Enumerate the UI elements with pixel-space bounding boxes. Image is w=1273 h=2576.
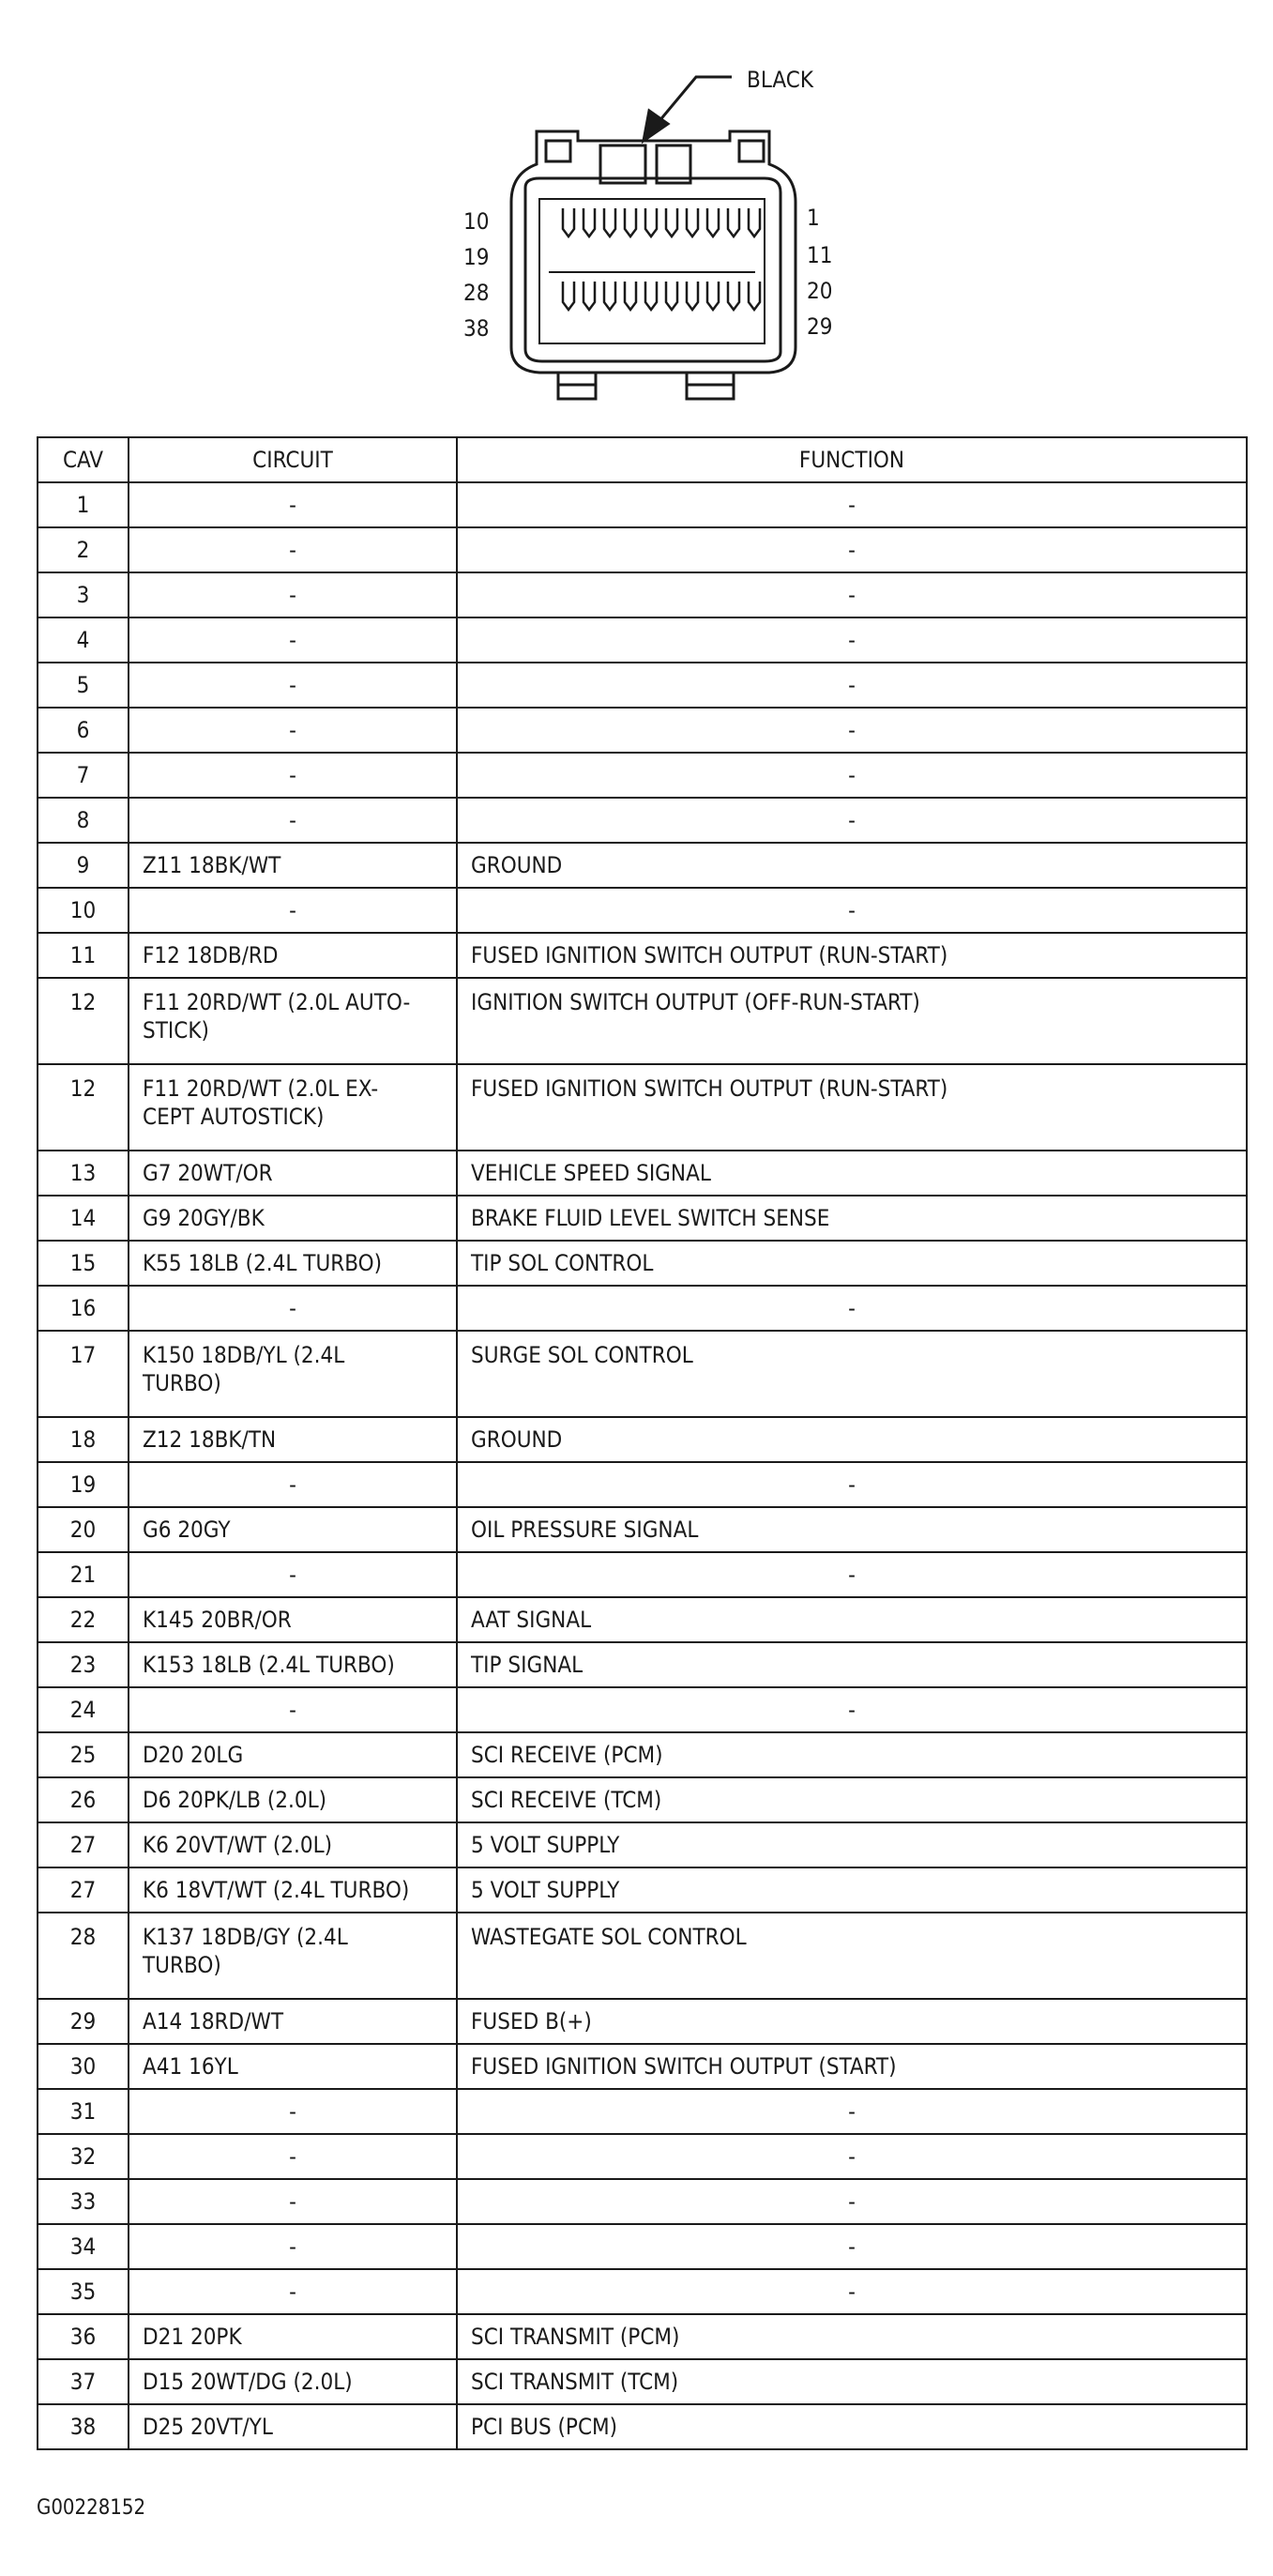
cav-cell: 26 (38, 1777, 129, 1822)
table-row (38, 1151, 1247, 1196)
table-row (38, 527, 1247, 572)
circuit-cell: A41 16YL (129, 2044, 457, 2089)
table-row (38, 1064, 1247, 1151)
function-cell: 5 VOLT SUPPLY (457, 1867, 1247, 1913)
circuit-cell: - (129, 1286, 457, 1331)
cav-cell: 21 (38, 1552, 129, 1597)
circuit-cell: - (129, 527, 457, 572)
cav-cell: 15 (38, 1241, 129, 1286)
terminal-pin (666, 208, 677, 236)
cavity-number-row2-left: 19 (463, 244, 490, 270)
circuit-cell: D6 20PK/LB (2.0L) (129, 1777, 457, 1822)
terminal-pin (625, 282, 636, 310)
cav-cell: 34 (38, 2224, 129, 2269)
table-row (38, 2314, 1247, 2359)
cav-cell: 16 (38, 1286, 129, 1331)
table-row (38, 1687, 1247, 1732)
table-row (38, 978, 1247, 1064)
circuit-cell: K6 20VT/WT (2.0L) (129, 1822, 457, 1867)
cav-cell: 3 (38, 572, 129, 617)
table-row (38, 617, 1247, 663)
table-row (38, 1732, 1247, 1777)
table-row (38, 1462, 1247, 1507)
cav-cell: 32 (38, 2134, 129, 2179)
terminal-pin (563, 282, 574, 310)
cav-cell: 37 (38, 2359, 129, 2404)
circuit-cell: - (129, 482, 457, 527)
cav-cell: 13 (38, 1151, 129, 1196)
circuit-cell: - (129, 1687, 457, 1732)
column-header-function: FUNCTION (457, 437, 1247, 482)
table-row (38, 1286, 1247, 1331)
function-cell: AAT SIGNAL (457, 1597, 1247, 1642)
function-cell: BRAKE FLUID LEVEL SWITCH SENSE (457, 1196, 1247, 1241)
terminal-pin (749, 282, 760, 310)
terminal-pin (707, 208, 719, 236)
cav-cell: 11 (38, 933, 129, 978)
function-cell: - (457, 1286, 1247, 1331)
column-header-cav: CAV (38, 437, 129, 482)
function-cell: WASTEGATE SOL CONTROL (457, 1913, 1247, 1999)
circuit-cell: D25 20VT/YL (129, 2404, 457, 2449)
cav-cell: 7 (38, 753, 129, 798)
function-cell: FUSED IGNITION SWITCH OUTPUT (START) (457, 2044, 1247, 2089)
function-cell: PCI BUS (PCM) (457, 2404, 1247, 2449)
circuit-cell: G9 20GY/BK (129, 1196, 457, 1241)
function-cell: SCI RECEIVE (TCM) (457, 1777, 1247, 1822)
cav-cell: 23 (38, 1642, 129, 1687)
cavity-number-row4-right: 29 (807, 313, 833, 340)
function-cell: FUSED IGNITION SWITCH OUTPUT (RUN-START) (457, 1064, 1247, 1151)
terminal-pin (728, 208, 739, 236)
cav-cell: 29 (38, 1999, 129, 2044)
table-row (38, 663, 1247, 708)
function-cell: - (457, 2179, 1247, 2224)
circuit-cell: K153 18LB (2.4L TURBO) (129, 1642, 457, 1687)
cavity-number-row4-left: 38 (463, 315, 490, 342)
table-row (38, 1331, 1247, 1417)
circuit-cell: D20 20LG (129, 1732, 457, 1777)
cav-cell: 8 (38, 798, 129, 843)
terminal-pin (645, 282, 657, 310)
circuit-cell: G7 20WT/OR (129, 1151, 457, 1196)
circuit-cell: D15 20WT/DG (2.0L) (129, 2359, 457, 2404)
cav-cell: 33 (38, 2179, 129, 2224)
table-row (38, 2179, 1247, 2224)
circuit-cell: G6 20GY (129, 1507, 457, 1552)
circuit-cell: F11 20RD/WT (2.0L EX- CEPT AUTOSTICK) (129, 1064, 457, 1151)
table-header-row (38, 437, 1247, 482)
function-cell: - (457, 572, 1247, 617)
cav-cell: 5 (38, 663, 129, 708)
table-row (38, 482, 1247, 527)
cav-cell: 18 (38, 1417, 129, 1462)
cav-cell: 35 (38, 2269, 129, 2314)
function-cell: TIP SOL CONTROL (457, 1241, 1247, 1286)
circuit-cell: F12 18DB/RD (129, 933, 457, 978)
circuit-cell: K145 20BR/OR (129, 1597, 457, 1642)
table-row (38, 2359, 1247, 2404)
circuit-cell: - (129, 2089, 457, 2134)
function-cell: - (457, 1462, 1247, 1507)
function-cell: - (457, 708, 1247, 753)
cav-cell: 1 (38, 482, 129, 527)
table-row (38, 2404, 1247, 2449)
terminal-pin (583, 282, 595, 310)
circuit-cell: - (129, 617, 457, 663)
table-row (38, 2269, 1247, 2314)
circuit-cell: Z11 18BK/WT (129, 843, 457, 888)
circuit-cell: - (129, 572, 457, 617)
table-row (38, 1196, 1247, 1241)
function-cell: GROUND (457, 843, 1247, 888)
function-cell: - (457, 2089, 1247, 2134)
circuit-cell: D21 20PK (129, 2314, 457, 2359)
cav-cell: 28 (38, 1913, 129, 1999)
terminal-pin (563, 208, 574, 236)
circuit-cell: - (129, 1462, 457, 1507)
cav-cell: 22 (38, 1597, 129, 1642)
function-cell: FUSED IGNITION SWITCH OUTPUT (RUN-START) (457, 933, 1247, 978)
function-cell: IGNITION SWITCH OUTPUT (OFF-RUN-START) (457, 978, 1247, 1064)
cav-cell: 12 (38, 1064, 129, 1151)
cav-cell: 6 (38, 708, 129, 753)
cav-cell: 10 (38, 888, 129, 933)
cav-cell: 31 (38, 2089, 129, 2134)
circuit-cell: K6 18VT/WT (2.4L TURBO) (129, 1867, 457, 1913)
function-cell: - (457, 527, 1247, 572)
table-row (38, 1417, 1247, 1462)
circuit-cell: - (129, 2134, 457, 2179)
table-row (38, 843, 1247, 888)
cav-cell: 36 (38, 2314, 129, 2359)
function-cell: TIP SIGNAL (457, 1642, 1247, 1687)
circuit-cell: - (129, 663, 457, 708)
circuit-cell: K55 18LB (2.4L TURBO) (129, 1241, 457, 1286)
cav-cell: 12 (38, 978, 129, 1064)
circuit-cell: K137 18DB/GY (2.4L TURBO) (129, 1913, 457, 1999)
function-cell: SCI TRANSMIT (PCM) (457, 2314, 1247, 2359)
table-row (38, 2089, 1247, 2134)
cav-cell: 4 (38, 617, 129, 663)
function-cell: - (457, 2134, 1247, 2179)
function-cell: OIL PRESSURE SIGNAL (457, 1507, 1247, 1552)
function-cell: SCI RECEIVE (PCM) (457, 1732, 1247, 1777)
function-cell: SURGE SOL CONTROL (457, 1331, 1247, 1417)
table-row (38, 1999, 1247, 2044)
black-callout (644, 77, 732, 141)
function-cell: - (457, 663, 1247, 708)
terminal-pin (604, 208, 615, 236)
circuit-cell: - (129, 2224, 457, 2269)
pinout-table (37, 436, 1248, 2450)
table-row (38, 753, 1247, 798)
table-row (38, 1867, 1247, 1913)
cav-cell: 25 (38, 1732, 129, 1777)
connector-diagram (0, 0, 1273, 422)
cav-cell: 27 (38, 1822, 129, 1867)
function-cell: - (457, 1552, 1247, 1597)
circuit-cell: Z12 18BK/TN (129, 1417, 457, 1462)
cav-cell: 2 (38, 527, 129, 572)
cav-cell: 14 (38, 1196, 129, 1241)
cav-cell: 19 (38, 1462, 129, 1507)
cav-cell: 38 (38, 2404, 129, 2449)
cavity-number-row3-left: 28 (463, 280, 490, 306)
table-row (38, 572, 1247, 617)
terminal-pin (625, 208, 636, 236)
terminal-pins (563, 208, 760, 310)
figure-id: G00228152 (37, 2496, 146, 2520)
terminal-pin (583, 208, 595, 236)
table-row (38, 888, 1247, 933)
table-row (38, 798, 1247, 843)
circuit-cell: - (129, 798, 457, 843)
circuit-cell: - (129, 2179, 457, 2224)
function-cell: - (457, 888, 1247, 933)
circuit-cell: A14 18RD/WT (129, 1999, 457, 2044)
terminal-pin (687, 282, 698, 310)
function-cell: 5 VOLT SUPPLY (457, 1822, 1247, 1867)
table-row (38, 2134, 1247, 2179)
table-row (38, 1241, 1247, 1286)
connector-body (511, 131, 796, 399)
terminal-pin (728, 282, 739, 310)
table-row (38, 1552, 1247, 1597)
connector-color-label: BLACK (747, 67, 813, 93)
cav-cell: 27 (38, 1867, 129, 1913)
circuit-cell: - (129, 2269, 457, 2314)
terminal-pin (645, 208, 657, 236)
cav-cell: 20 (38, 1507, 129, 1552)
terminal-pin (687, 208, 698, 236)
column-header-circuit: CIRCUIT (129, 437, 457, 482)
circuit-cell: - (129, 753, 457, 798)
cav-cell: 30 (38, 2044, 129, 2089)
function-cell: - (457, 617, 1247, 663)
function-cell: - (457, 2269, 1247, 2314)
function-cell: - (457, 2224, 1247, 2269)
function-cell: SCI TRANSMIT (TCM) (457, 2359, 1247, 2404)
circuit-cell: - (129, 1552, 457, 1597)
pinout-table-body (38, 482, 1247, 2449)
function-cell: - (457, 482, 1247, 527)
circuit-cell: - (129, 708, 457, 753)
table-row (38, 2044, 1247, 2089)
function-cell: GROUND (457, 1417, 1247, 1462)
table-row (38, 1777, 1247, 1822)
table-row (38, 708, 1247, 753)
function-cell: - (457, 1687, 1247, 1732)
cav-cell: 9 (38, 843, 129, 888)
cavity-number-row1-right: 1 (807, 205, 820, 231)
circuit-cell: - (129, 888, 457, 933)
cav-cell: 17 (38, 1331, 129, 1417)
cavity-number-row3-right: 20 (807, 278, 833, 304)
cavity-number-row1-left: 10 (463, 208, 490, 235)
function-cell: VEHICLE SPEED SIGNAL (457, 1151, 1247, 1196)
terminal-pin (666, 282, 677, 310)
terminal-pin (749, 208, 760, 236)
table-row (38, 1597, 1247, 1642)
terminal-pin (707, 282, 719, 310)
terminal-pin (604, 282, 615, 310)
function-cell: FUSED B(+) (457, 1999, 1247, 2044)
circuit-cell: F11 20RD/WT (2.0L AUTO- STICK) (129, 978, 457, 1064)
function-cell: - (457, 798, 1247, 843)
cav-cell: 24 (38, 1687, 129, 1732)
table-row (38, 1507, 1247, 1552)
table-row (38, 1642, 1247, 1687)
circuit-cell: K150 18DB/YL (2.4L TURBO) (129, 1331, 457, 1417)
table-row (38, 2224, 1247, 2269)
table-row (38, 1822, 1247, 1867)
table-row (38, 1913, 1247, 1999)
cavity-number-row2-right: 11 (807, 242, 833, 268)
function-cell: - (457, 753, 1247, 798)
table-row (38, 933, 1247, 978)
